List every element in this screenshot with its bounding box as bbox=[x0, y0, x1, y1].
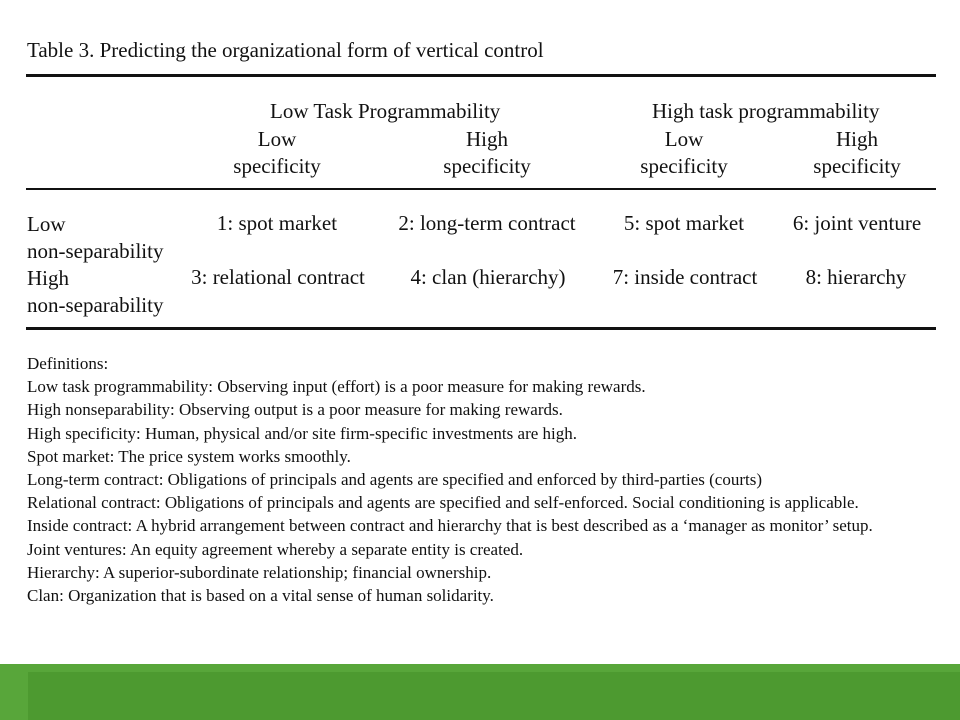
column-header bbox=[787, 126, 927, 180]
column-header-line1: Low bbox=[257, 127, 297, 151]
row-label-line1: Low bbox=[27, 212, 66, 236]
definitions bbox=[27, 352, 937, 607]
column-header-line1: Low bbox=[664, 127, 704, 151]
column-header-line2: specificity bbox=[640, 154, 728, 178]
definition-item: Hierarchy: A superior-subordinate relationship; financial ownership. bbox=[27, 562, 492, 582]
table-cell: 6: joint venture bbox=[792, 211, 922, 235]
definition-item: Clan: Organization that is based on a vital sense of human solidarity. bbox=[27, 586, 494, 606]
definition-item: Low task programmability: Observing input (effort) is a poor measure for making rewards. bbox=[27, 377, 646, 397]
table-caption: Table 3. Predicting the organizational form of vertical control bbox=[27, 38, 544, 62]
row-label-line2: non-separability bbox=[27, 239, 164, 263]
group-header-low-programmability: Low Task Programmability bbox=[270, 99, 501, 123]
definitions-title: Definitions: bbox=[27, 354, 109, 373]
footer-accent-inner bbox=[28, 672, 960, 720]
definition-item: Joint ventures: An equity agreement whereby a separate entity is created. bbox=[27, 539, 524, 559]
row-label-line1: High bbox=[27, 266, 69, 290]
table-cell: 3: relational contract bbox=[191, 265, 365, 289]
column-header bbox=[417, 126, 557, 180]
definition-item: Inside contract: A hybrid arrangement between contract and hierarchy that is best described as a ‘manager as monitor’ setup. bbox=[27, 516, 873, 536]
column-header-line2: specificity bbox=[813, 154, 901, 178]
row-label-line2: non-separability bbox=[27, 293, 164, 317]
row-label bbox=[27, 211, 163, 265]
column-header-line1: High bbox=[466, 127, 508, 151]
definition-item: High specificity: Human, physical and/or site firm-specific investments are high. bbox=[27, 423, 577, 443]
definition-item: Relational contract: Obligations of principals and agents are specified and self-enforced. Social conditioning is applicable. bbox=[27, 493, 859, 513]
column-header bbox=[614, 126, 754, 180]
column-header-line2: specificity bbox=[443, 154, 531, 178]
table-cell: 8: hierarchy bbox=[805, 265, 907, 289]
row-label bbox=[27, 265, 163, 319]
bottom-rule bbox=[26, 327, 936, 330]
column-header-line1: High bbox=[836, 127, 878, 151]
table-cell: 7: inside contract bbox=[612, 265, 758, 289]
column-header-line2: specificity bbox=[233, 154, 321, 178]
table-cell: 5: spot market bbox=[623, 211, 745, 235]
definition-item: Spot market: The price system works smoothly. bbox=[27, 446, 351, 466]
definition-item: High nonseparability: Observing output is a poor measure for making rewards. bbox=[27, 400, 563, 420]
header-rule bbox=[26, 188, 936, 190]
table-cell: 4: clan (hierarchy) bbox=[410, 265, 566, 289]
column-header bbox=[207, 126, 347, 180]
group-header-high-programmability: High task programmability bbox=[652, 99, 880, 123]
table-cell: 2: long-term contract bbox=[398, 211, 576, 235]
table-cell: 1: spot market bbox=[216, 211, 338, 235]
definition-item: Long-term contract: Obligations of principals and agents are specified and enforced by third-parties (courts) bbox=[27, 470, 762, 490]
top-rule bbox=[26, 74, 936, 77]
footer-accent-bar bbox=[0, 664, 960, 720]
